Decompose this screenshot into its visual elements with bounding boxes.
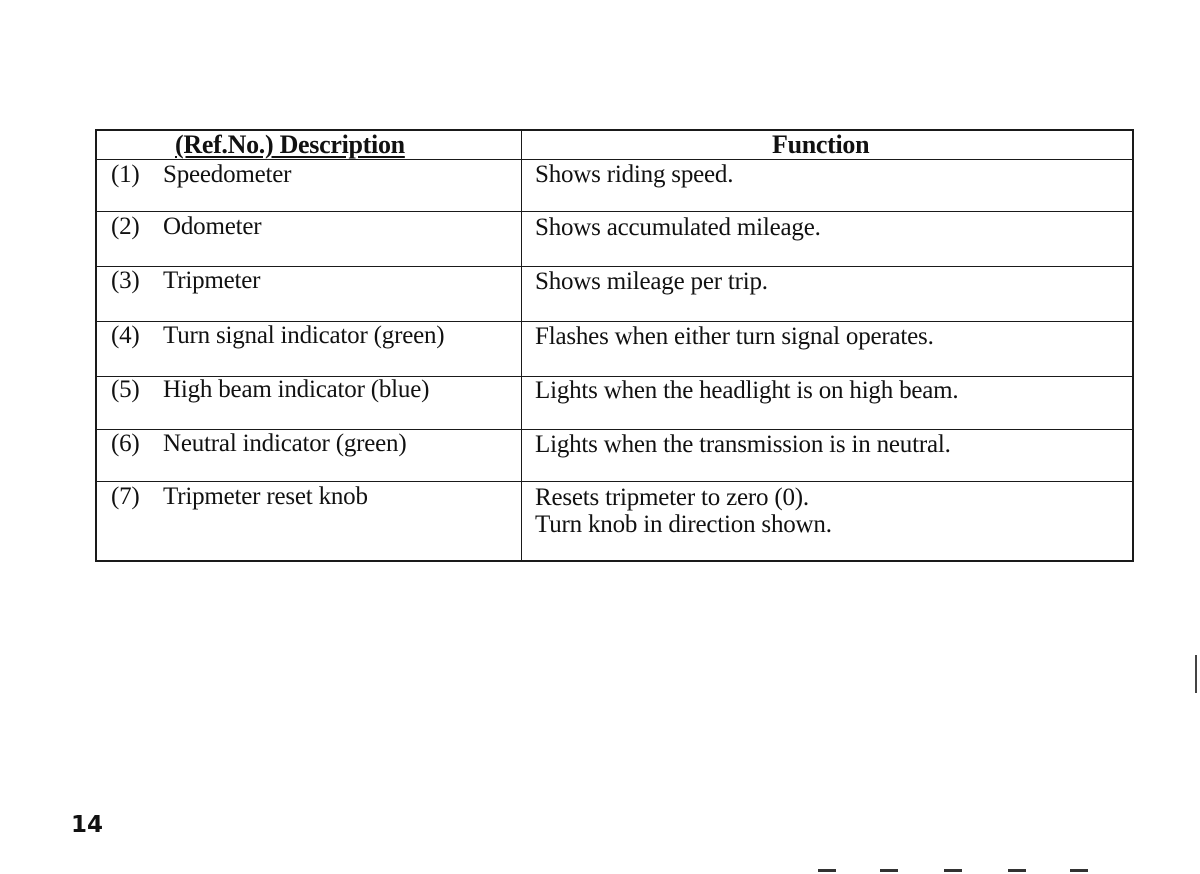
table-row-7-description [111,483,368,510]
table-row-3-description [111,267,260,294]
row-divider [97,481,1132,482]
scan-mark [944,869,962,872]
header-function: Function [772,130,870,159]
table-row-3-function: Shows mileage per trip. [535,268,768,295]
table-row-4-description [111,322,444,349]
scan-mark [818,869,836,872]
scan-mark [1070,869,1088,872]
row-divider [97,211,1132,212]
ref-number: (4) [111,322,140,349]
ref-number: (1) [111,161,140,188]
scan-edge-mark [1195,655,1197,693]
component-name: Tripmeter reset knob [163,483,368,510]
indicator-function-table [95,129,1134,562]
component-name: Tripmeter [163,267,261,294]
scan-mark [880,869,898,872]
table-row-7-function-line-2: Turn knob in direction shown. [535,511,832,538]
ref-number: (7) [111,483,140,510]
table-row-6-description [111,430,407,457]
ref-number: (6) [111,430,140,457]
table-row-5-description [111,376,429,403]
table-row-7-function-line-1: Resets tripmeter to zero (0). [535,484,809,511]
ref-number: (5) [111,376,140,403]
page-number: 14 [71,812,104,838]
ref-number: (2) [111,213,140,240]
ref-number: (3) [111,267,140,294]
component-name: Speedometer [163,161,292,188]
component-name: Odometer [163,213,262,240]
component-name: High beam indicator (blue) [163,376,430,403]
component-name: Turn signal indicator (green) [163,322,445,349]
table-row-2-description [111,213,261,240]
table-row-6-function: Lights when the transmission is in neutral. [535,431,951,458]
table-row-1-description [111,161,291,188]
table-row-4-function: Flashes when either turn signal operates. [535,323,934,350]
table-row-5-function: Lights when the headlight is on high beam. [535,377,959,404]
column-divider [521,131,522,560]
component-name: Neutral indicator (green) [163,430,407,457]
header-description: (Ref.No.) Description [175,130,405,159]
table-row-1-function: Shows riding speed. [535,161,734,188]
table-row-2-function: Shows accumulated mileage. [535,214,821,241]
scan-mark [1008,869,1026,872]
